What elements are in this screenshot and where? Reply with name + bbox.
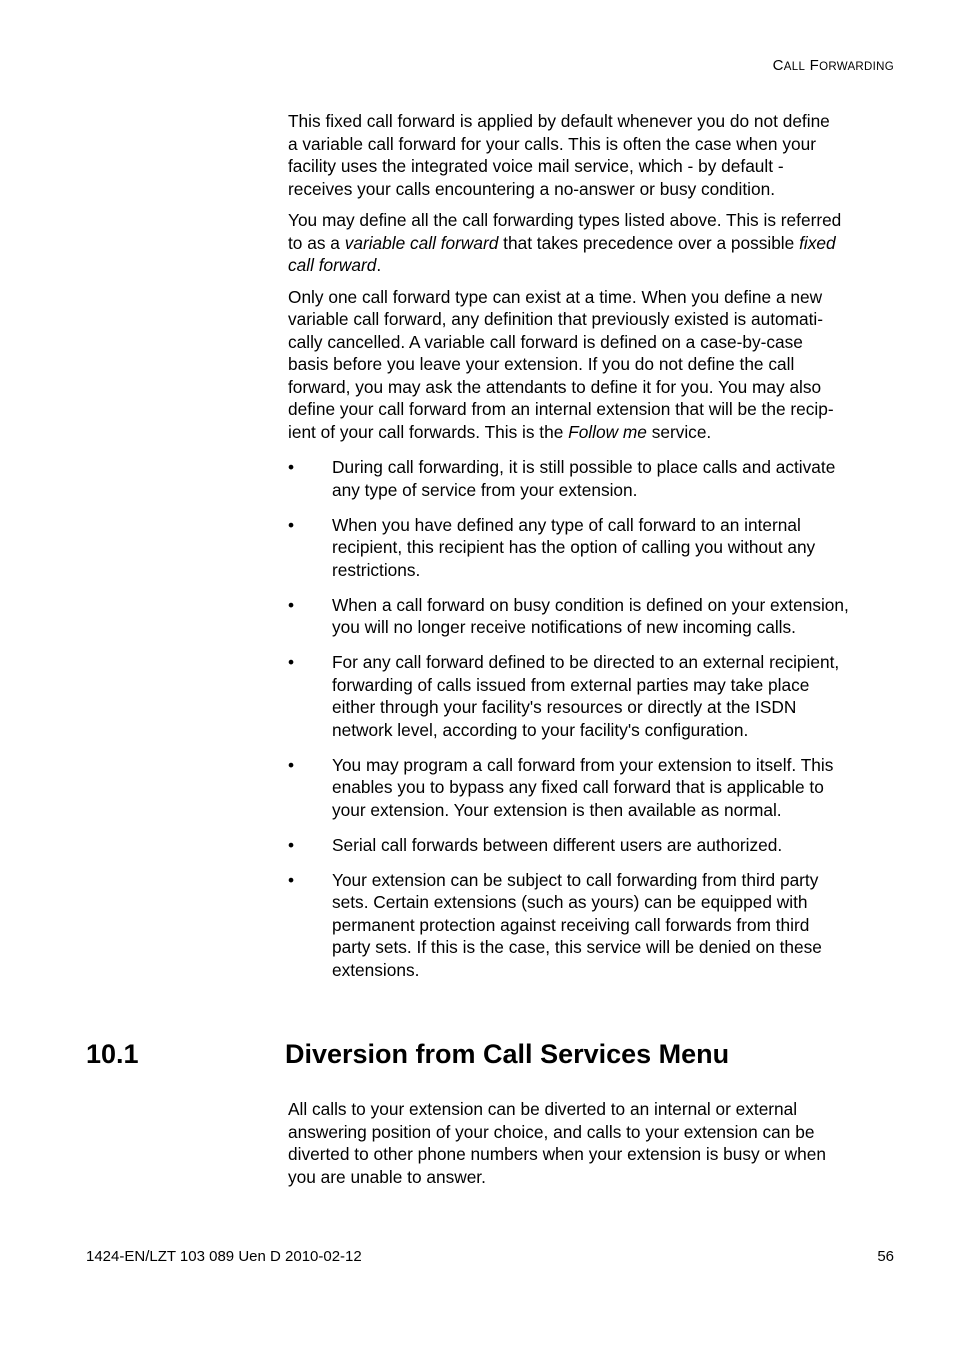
text-line: extensions. [332,959,420,980]
text-line: restrictions. [332,559,421,580]
text-line: diverted to other phone numbers when your extension is busy or when [288,1144,826,1164]
bullet-item [288,834,894,857]
bullet-item [288,514,894,582]
section-title: Diversion from Call Services Menu [285,1039,730,1069]
bullet-marker: • [288,594,295,615]
intro-paragraph-3 [288,286,894,444]
bullet-marker: • [288,652,295,672]
header-rest-2: ORWARDING [819,61,894,73]
text-line: permanent protection against receiving call forwards from third [332,914,810,935]
text-line: Serial call forwards between different users are authorized. [332,834,783,855]
text-line: either through your facility's resources or directly at the ISDN [332,697,797,717]
text-line: forwarding of calls issued from external parties may take place [332,674,810,695]
text-line: When you have defined any type of call forward to an internal [332,514,801,535]
emphasis-call-forward: call forward [288,255,377,275]
intro-block [288,110,894,452]
emphasis-variable-call-forward: variable call forward [344,232,499,253]
text-line: facility uses the integrated voice mail service, which - by default - [288,156,784,176]
text-line: any type of service from your extension. [332,479,638,500]
footer-page-number: 56 [877,1248,894,1265]
text-line [288,421,894,444]
text-line: variable call forward, any definition that previously existed is automati- [288,309,824,329]
text-line [288,232,894,255]
text-run: service. [646,421,712,442]
text-line: basis before you leave your extension. If you do not define the call [288,354,795,374]
text-line: a variable call forward for your calls. This is often the case when your [288,133,816,154]
text-run: to as a [288,232,345,253]
bullet-marker: • [288,869,295,890]
text-line: cally cancelled. A variable call forward is defined on a case-by-case [288,331,803,352]
footer-doc-id: 1424-EN/LZT 103 089 Uen D 2010-02-12 [86,1248,362,1265]
text-run: . [376,255,382,275]
bullet-marker: • [288,514,295,535]
text-line: answering position of your choice, and calls to your extension can be [288,1121,815,1142]
text-line: Only one call forward type can exist at a time. When you define a new [288,286,823,307]
header-rest-1: ALL [783,61,806,73]
emphasis-fixed: fixed [799,232,836,253]
text-run: that takes precedence over a possible [498,232,800,253]
text-line: You may define all the call forwarding types listed above. This is referred [288,210,842,230]
text-line: receives your calls encountering a no-answer or busy condition. [288,178,776,199]
text-line: For any call forward defined to be directed to an external recipient, [332,652,840,672]
bullet-marker: • [288,754,295,775]
bullet-item [288,754,894,822]
text-line: When a call forward on busy condition is defined on your extension, [332,594,849,615]
bullet-item [288,651,894,741]
bullet-marker: • [288,834,295,855]
text-line [288,254,894,277]
text-line: This fixed call forward is applied by default whenever you do not define [288,111,830,131]
text-line: sets. Certain extensions (such as yours) can be equipped with [332,892,808,912]
text-line: you are unable to answer. [288,1166,486,1187]
running-header [773,57,894,74]
header-cap-2: F [809,57,820,74]
bullet-list [288,456,894,981]
text-line: recipient, this recipient has the option of calling you without any [332,537,816,557]
bullet-item [288,594,894,639]
bullet-block [288,456,894,994]
intro-paragraph-2 [288,209,894,277]
text-line: you will no longer receive notifications of new incoming calls. [332,617,796,637]
text-line: your extension. Your extension is then available as normal. [332,799,782,820]
text-line: network level, according to your facility's configuration. [332,719,749,740]
text-line: Your extension can be subject to call forwarding from third party [332,869,819,890]
text-line: During call forwarding, it is still possible to place calls and activate [332,457,836,477]
intro-paragraph-1 [288,110,894,200]
bullet-item [288,456,894,501]
bullet-marker: • [288,457,295,477]
section-number: 10.1 [86,1039,139,1069]
section-heading [86,1039,729,1070]
text-run: ient of your call forwards. This is the [288,421,569,442]
text-line: forward, you may ask the attendants to define it for you. You may also [288,376,822,397]
text-line: All calls to your extension can be diverted to an internal or external [288,1099,798,1119]
bullet-item [288,869,894,982]
text-line: party sets. If this is the case, this service will be denied on these [332,937,822,957]
text-line: You may program a call forward from your extension to itself. This [332,754,834,775]
emphasis-follow-me: Follow me [568,421,647,442]
section-paragraph [288,1098,894,1188]
text-line: define your call forward from an internal extension that will be the recip- [288,399,834,419]
header-cap-1: C [772,57,784,74]
text-line: enables you to bypass any fixed call forward that is applicable to [332,777,824,797]
section-body [288,1098,894,1197]
